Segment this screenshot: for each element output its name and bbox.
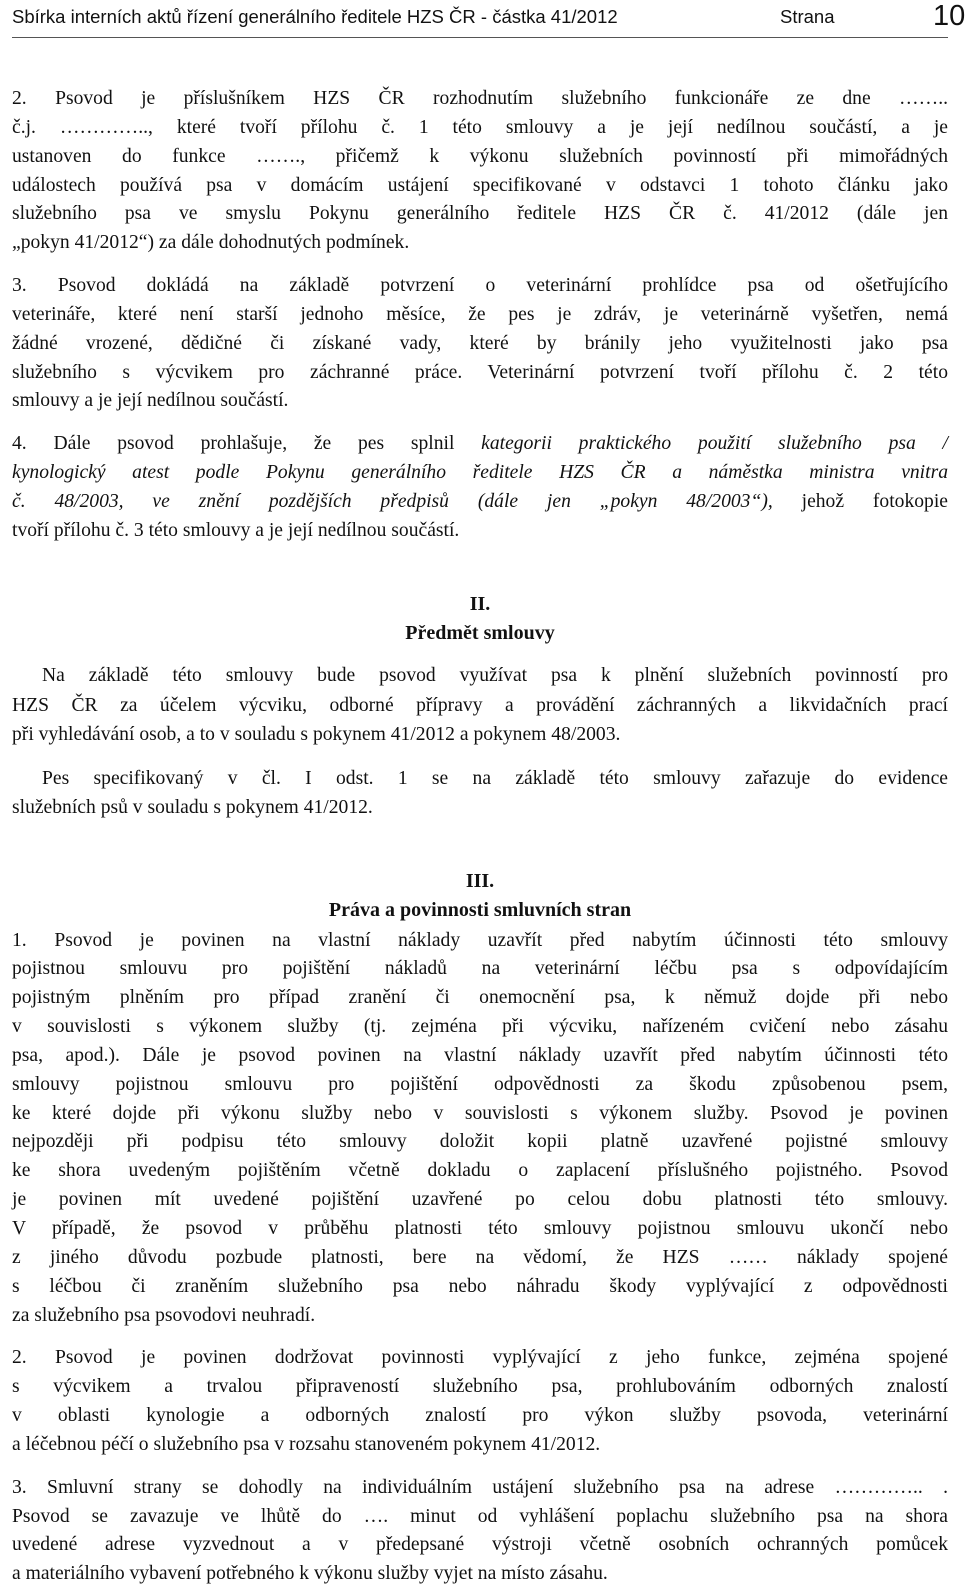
text-line: služebního psa ve smyslu Pokynu generálního ředitele HZS ČR č. 41/2012 (dále jen [12, 203, 948, 225]
text-line: v oblasti kynologie a odborných znalostí pro výkon služby psovoda, veterinární [12, 1405, 948, 1427]
text-span: Smluvní strany se dohodly na individuálním ustájení služebního psa na adrese ………….. . [47, 1476, 948, 1498]
text-line [12, 1474, 948, 1503]
paragraph-number: 1. [12, 929, 27, 951]
page-header [12, 0, 965, 38]
text-span: jehož fotokopie [772, 490, 948, 512]
text-line: a léčebnou péčí o služebního psa v rozsahu stanoveném pokynem 41/2012. [12, 1433, 601, 1455]
text-line: žádné vrozené, dědičné či získané vady, které by bránily jeho využitelnosti jako psa [12, 332, 948, 354]
article-2-paragraph-1 [12, 661, 948, 750]
text-line [12, 488, 948, 517]
paragraph-number: 2. [12, 88, 27, 109]
text-line: ke které dojde při výkonu služby nebo v souvislosti s výkonem služby. Psovod je povinen [12, 1102, 948, 1124]
text-line: č.j. ………….., které tvoří přílohu č. 1 této smlouvy a je její nedílnou součástí, a je [12, 116, 948, 138]
text-line: ustanoven do funkce ……., přičemž k výkonu služebních povinností při mimořádných [12, 145, 948, 167]
paragraph-number: 3. [12, 1476, 27, 1498]
text-line: a materiálního vybavení potřebného k výkonu služby vyjet na místo zásahu. [12, 1563, 608, 1585]
text-line: nejpozději při podpisu této smlouvy doložit kopii platně uzavřené pojistné smlouvy [12, 1131, 948, 1153]
text-span: Psovod je povinen na vlastní náklady uzavřít před nabytím účinnosti této smlouvy [54, 929, 948, 951]
text-span: Dále psovod prohlašuje, že pes splnil [53, 433, 482, 455]
paragraph-3 [12, 272, 948, 416]
article-3-paragraph-2 [12, 1344, 948, 1459]
text-line: V případě, že psovod v průběhu platnosti této smlouvy pojistnou smlouvu ukončí nebo [12, 1217, 948, 1239]
text-line: Na základě této smlouvy bude psovod využívat psa k plnění služebních povinností pro [42, 665, 948, 687]
article-3-paragraph-1 [12, 927, 948, 1331]
page-number: 10 [933, 0, 965, 32]
text-line [12, 1344, 948, 1373]
text-span: Psovod je příslušníkem HZS ČR rozhodnutím služebního funkcionáře ze dne …….. [55, 88, 948, 109]
paragraph-2 [12, 85, 948, 258]
article-2-number: II. [469, 592, 491, 615]
text-line: smlouvy a je její nedílnou součástí. [12, 390, 289, 412]
text-line: za služebního psa psovodovi neuhradí. [12, 1304, 316, 1326]
text-line [12, 85, 948, 114]
text-line: s výcvikem a trvalou připraveností služebního psa, prohlubováním odborných znalostí [12, 1376, 948, 1398]
text-line [12, 459, 948, 488]
text-line: služebního s výcvikem pro záchranné práce. Veterinární potvrzení tvoří přílohu č. 2 této [12, 361, 948, 383]
text-line: tvoří přílohu č. 3 této smlouvy a je její nedílnou součástí. [12, 519, 460, 541]
paragraph-4 [12, 430, 948, 545]
text-line: „pokyn 41/2012“) za dále dohodnutých podmínek. [12, 232, 410, 254]
text-line: pojistným plněním pro případ zranění či onemocnění psa, k němuž dojde při nebo [12, 987, 948, 1009]
text-span: Psovod dokládá na základě potvrzení o veterinární prohlídce psa od ošetřujícího [57, 275, 948, 297]
article-2-paragraph-2 [12, 764, 948, 823]
text-line: ke shora uvedeným pojištěním včetně dokladu o zaplacení příslušného pojistného. Psovod [12, 1160, 948, 1182]
article-3-number: III. [465, 869, 495, 892]
paragraph-number: 4. [12, 433, 27, 455]
text-line: událostech používá psa v domácím ustájení specifikované v odstavci 1 tohoto článku jako [12, 174, 948, 196]
text-line: smlouvy pojistnou smlouvu pro pojištění odpovědnosti za škodu způsobenou psem, [12, 1073, 948, 1095]
text-line: s léčbou či zraněním služebního psa nebo náhradu škody vyplývající z odpovědnosti [12, 1275, 948, 1297]
header-divider [12, 37, 948, 38]
article-3-paragraph-3 [12, 1474, 948, 1589]
text-line: veterináře, které není starší jednoho měsíce, že pes je zdráv, je veterinárně vyšetřen, nemá [12, 303, 948, 325]
text-line: HZS ČR za účelem výcviku, odborné přípravy a provádění záchranných a likvidačních prací [12, 694, 948, 716]
text-line [12, 272, 948, 301]
page-label: Strana [780, 6, 835, 27]
italic-text: kynologický atest podle Pokynu generálního ředitele HZS ČR a náměstka ministra vnitra [12, 462, 948, 484]
article-2-title: Předmět smlouvy [405, 621, 555, 644]
text-line: Psovod se zavazuje ve lhůtě do …. minut od vyhlášení poplachu služebního psa na shora [12, 1505, 948, 1527]
text-line [12, 927, 948, 956]
text-line: psa, apod.). Dále je psovod povinen na vlastní náklady uzavřít před nabytím účinnosti této [12, 1044, 948, 1066]
text-line: při vyhledávání osob, a to v souladu s pokynem 41/2012 a pokynem 48/2003. [12, 724, 621, 746]
text-line: Pes specifikovaný v čl. I odst. 1 se na základě této smlouvy zařazuje do evidence [42, 767, 948, 789]
text-line: uvedené adrese vyzvednout a v předepsané výstroji včetně osobních ochranných pomůcek [12, 1534, 948, 1556]
text-line: pojistnou smlouvu pro pojištění nákladů na veterinární léčbu psa s odpovídajícím [12, 958, 948, 980]
text-line: je povinen mít uvedené pojištění uzavřené po celou dobu platnosti této smlouvy. [12, 1189, 948, 1211]
text-span: Psovod je povinen dodržovat povinnosti vyplývající z jeho funkce, zejména spojené [55, 1347, 948, 1369]
text-line: z jiného důvodu pozbude platnosti, bere na vědomí, že HZS …… náklady spojené [12, 1246, 948, 1268]
italic-text: kategorii praktického použití služebního psa / [481, 433, 948, 455]
text-line: služebních psů v souladu s pokynem 41/2012. [12, 797, 373, 819]
document-series-title: Sbírka interních aktů řízení generálního ředitele HZS ČR - částka 41/2012 [12, 6, 618, 27]
document-body [12, 85, 948, 1589]
italic-text: č. 48/2003, ve znění pozdějších předpisů (dále jen „pokyn 48/2003“), [12, 490, 773, 512]
text-line: v souvislosti s výkonem služby (tj. zejména při výcviku, nařízeném cvičení nebo zásahu [12, 1016, 948, 1038]
paragraph-number: 2. [12, 1347, 27, 1369]
paragraph-number: 3. [12, 275, 27, 297]
article-3-title: Práva a povinnosti smluvních stran [328, 898, 632, 921]
text-line [12, 430, 948, 459]
